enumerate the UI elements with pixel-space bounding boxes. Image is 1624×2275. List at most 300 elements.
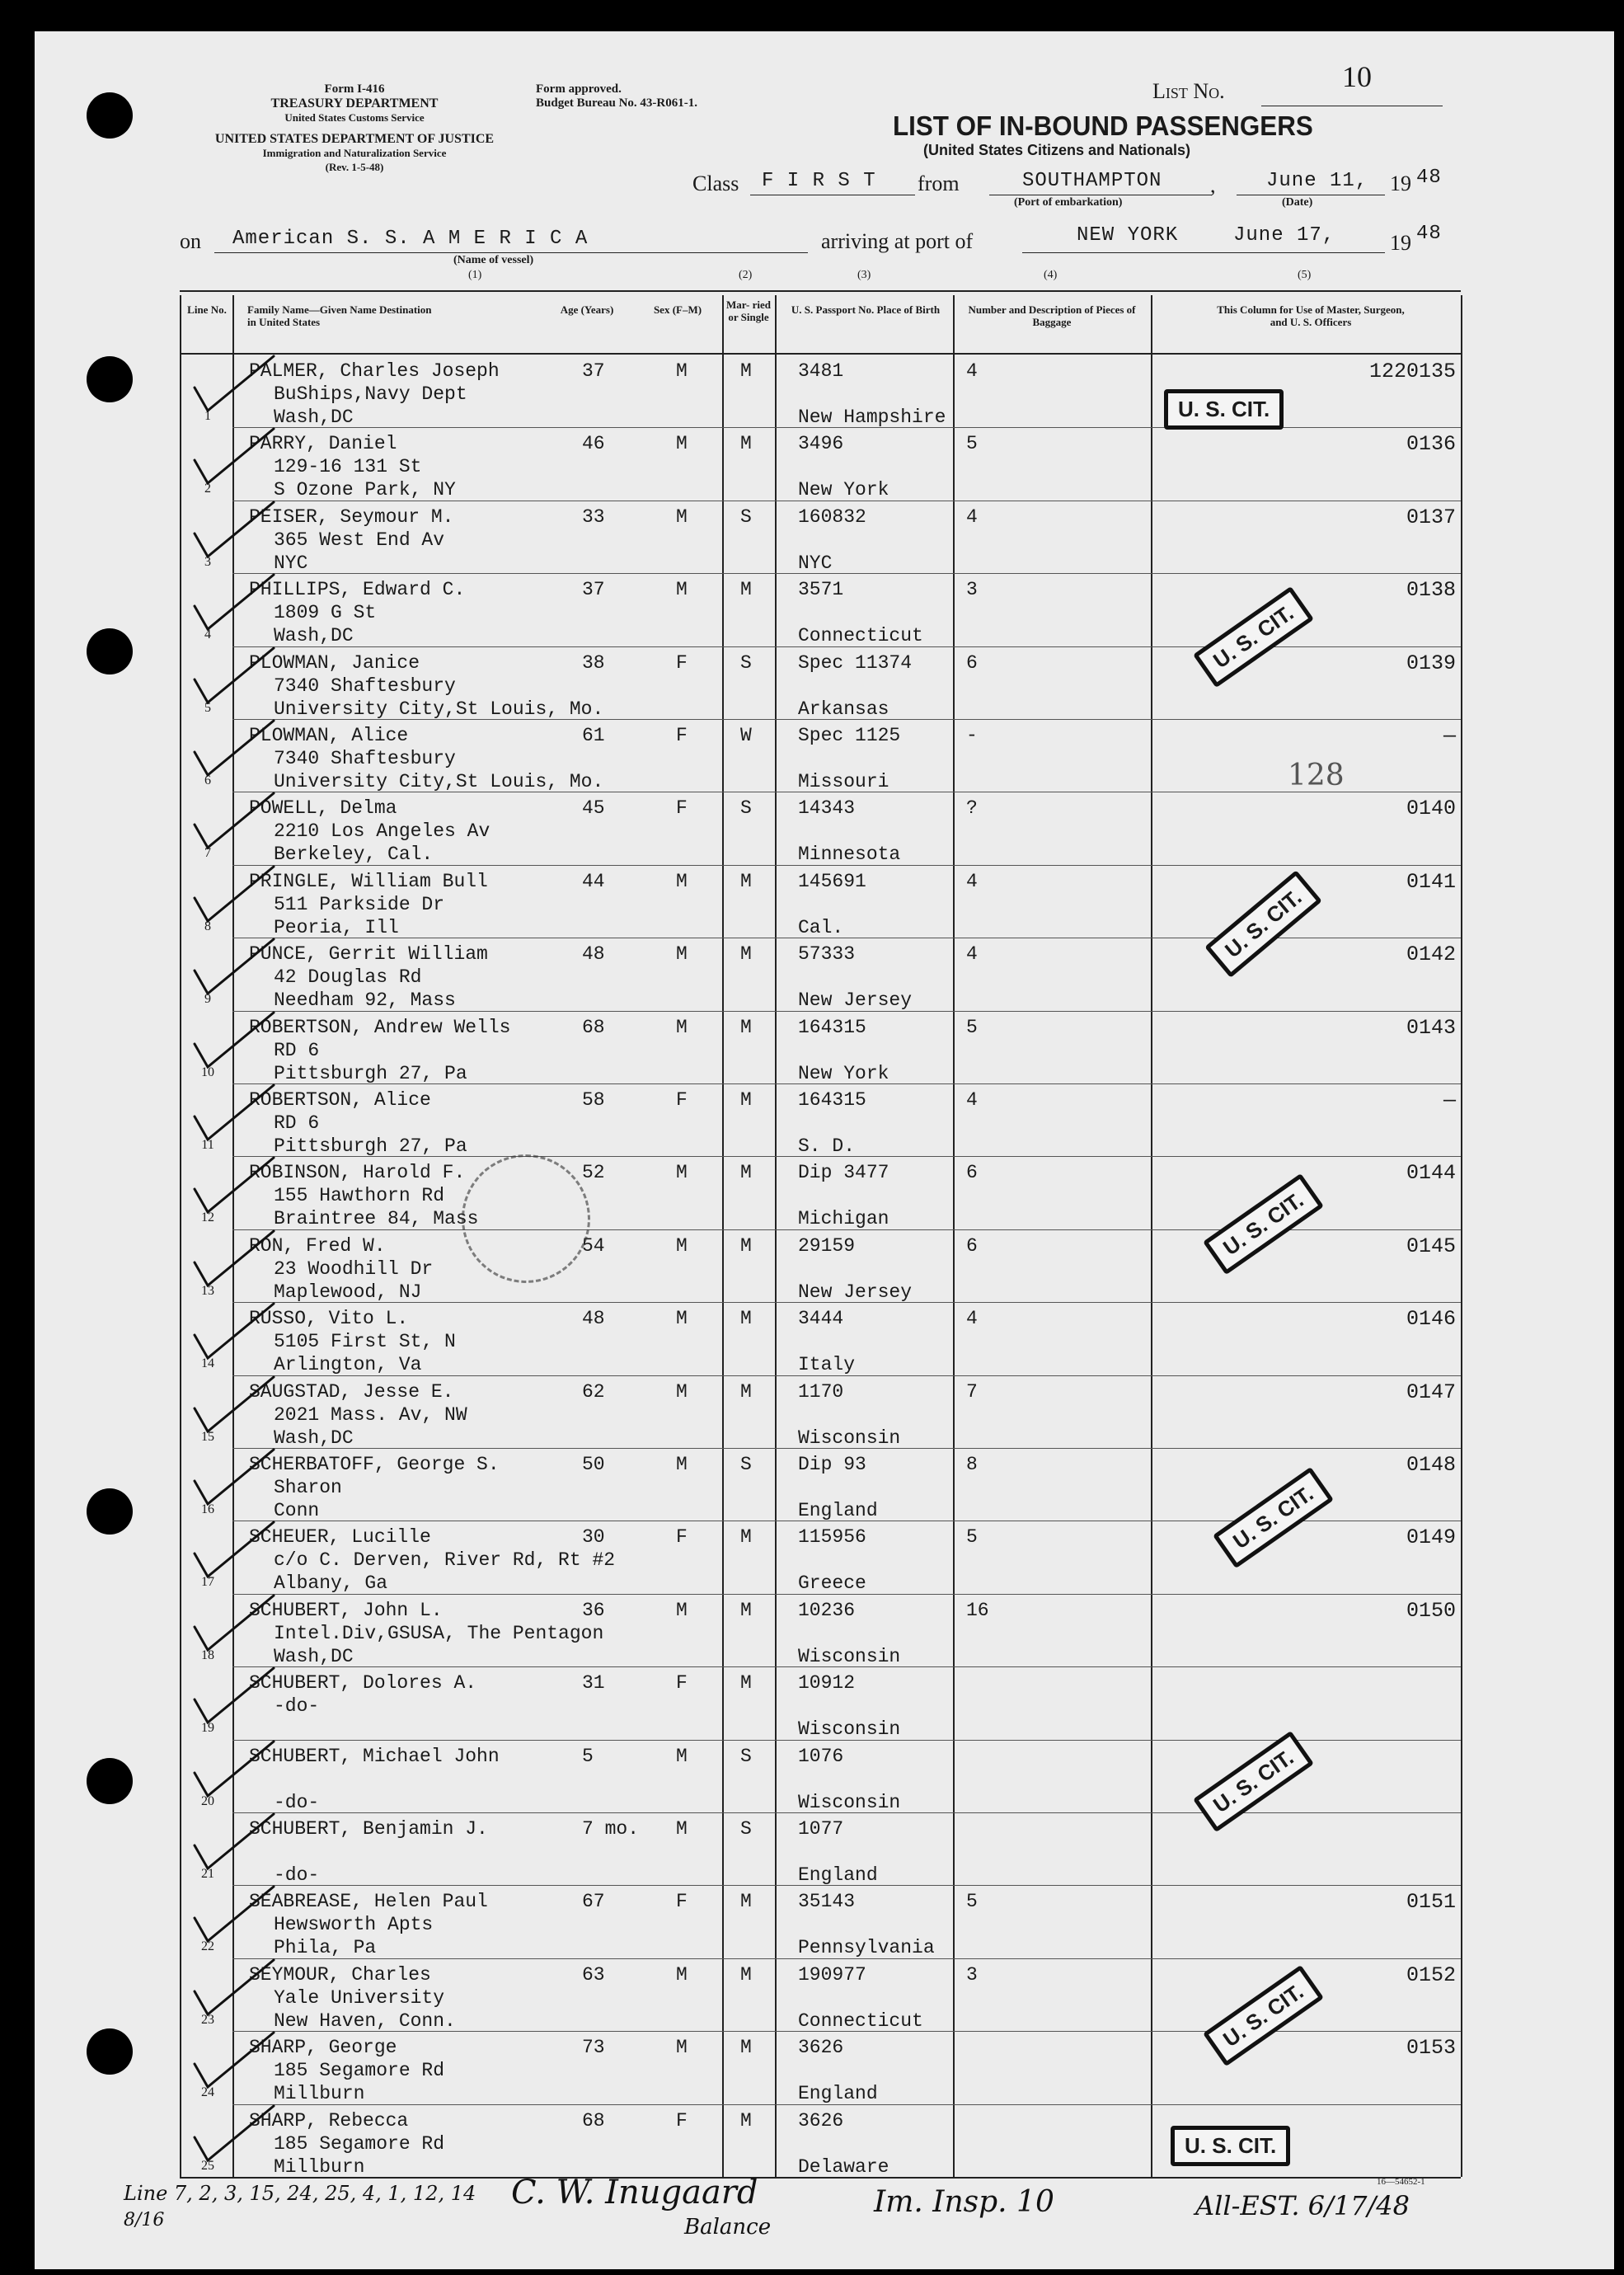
place-of-birth-cell: S. D. [798,1135,856,1157]
marital-status-cell: M [740,1891,752,1913]
destination-line-1: Yale University [274,1986,445,2009]
destination-line-1: RD 6 [274,1112,320,1134]
row-divider [232,1594,1461,1595]
officer-number-cell: 0151 [1406,1890,1456,1915]
destination-line-1: 185 Segamore Rd [274,2060,445,2082]
sex-cell: M [676,1308,688,1330]
us-cit-stamp: U. S. CIT. [1203,1173,1324,1275]
line-number: 23 [201,2012,214,2027]
col-number-4: (4) [1044,269,1058,281]
check-mark-icon [188,1299,279,1365]
check-mark-icon [188,1008,279,1074]
check-mark-icon [188,1226,279,1292]
header-baggage: Number and Description of Pieces of Baggage [968,303,1136,328]
header-passport: U. S. Passport No. Place of Birth [791,303,941,316]
baggage-cell: 16 [966,1599,989,1621]
destination-line-2: Needham 92, Mass [274,989,456,1012]
passenger-name: SEABREASE, Helen Paul [249,1891,488,1913]
age-cell: 37 [582,360,605,382]
officer-number-cell: 1220135 [1368,360,1456,383]
line-number: 19 [201,1721,214,1736]
marital-status-cell: M [740,870,752,892]
sex-cell: M [676,579,688,601]
officer-number-cell: 0145 [1406,1234,1456,1258]
passenger-name: PLOWMAN, Janice [249,651,420,674]
place-of-birth-cell: Michigan [798,1208,889,1230]
passport-cell: 14343 [798,797,856,820]
passport-cell: 160832 [798,505,866,528]
line-number: 16 [201,1502,214,1516]
budget-line: Budget Bureau No. 43-R061-1. [536,96,697,110]
age-cell: 31 [582,1672,605,1694]
destination-line-1: BuShips,Navy Dept [274,383,467,405]
row-divider [232,1011,1461,1012]
sex-cell: M [676,1380,688,1403]
passenger-name: SCHUBERT, John L. [249,1599,443,1621]
marital-status-cell: S [740,651,752,674]
destination-line-1: 2021 Mass. Av, NW [274,1403,467,1426]
binder-hole [87,92,133,139]
col-number-3: (3) [857,269,871,281]
destination-line-2: -do- [274,1864,320,1886]
line-number: 25 [201,2158,214,2173]
baggage-cell: 3 [966,579,978,601]
ins-line: Immigration and Naturalization Service [262,147,447,159]
passenger-name: SHARP, Rebecca [249,2109,409,2132]
destination-line-1: 5105 First St, N [274,1331,456,1353]
age-cell: 5 [582,1745,594,1767]
officer-number-cell: 0136 [1406,432,1456,457]
baggage-cell: 6 [966,651,978,674]
us-cit-stamp: U. S. CIT. [1213,1467,1334,1568]
sex-cell: M [676,870,688,892]
sex-cell: F [676,1891,688,1913]
age-cell: 48 [582,1308,605,1330]
place-of-birth-cell: New Hampshire [798,407,946,428]
line-number: 6 [204,773,211,787]
table-top-border [180,290,1461,292]
arrival-date: June 17, [1233,224,1335,247]
marital-status-cell: M [740,1672,752,1694]
passenger-name: SAUGSTAD, Jesse E. [249,1380,454,1403]
list-number-label: List No. [1152,79,1225,103]
sex-cell: M [676,1454,688,1475]
sex-cell: F [676,1526,688,1549]
destination-line-2: Arlington, Va [274,1354,422,1376]
marital-status-cell: M [740,360,752,382]
passenger-name: POWELL, Delma [249,797,397,820]
table-header-border [180,353,1461,355]
row-divider [232,1958,1461,1959]
class-value: F I R S T [762,170,876,192]
row-divider [232,646,1461,647]
form-header-treasury [239,82,470,125]
officer-number-cell: 0149 [1406,1525,1456,1550]
destination-line-2: Albany, Ga [274,1572,388,1595]
row-divider [232,1302,1461,1303]
destination-line-1: Sharon [274,1477,342,1498]
col-divider-baggage [1151,295,1152,2177]
place-of-birth-cell: Connecticut [798,2009,923,2032]
baggage-cell: 4 [966,505,978,528]
passenger-name: SCHUBERT, Michael John [249,1745,500,1767]
sex-cell: F [676,651,688,674]
destination-line-1: 365 West End Av [274,529,445,551]
sex-cell: M [676,1745,688,1767]
passenger-name: PALMER, Charles Joseph [249,360,500,382]
place-of-birth-cell: Greece [798,1572,866,1595]
sex-cell: F [676,2109,688,2132]
check-mark-icon [188,1882,279,1948]
destination-line-1: 185 Segamore Rd [274,2132,445,2155]
row-divider [232,865,1461,866]
place-of-birth-cell: Wisconsin [798,1645,901,1667]
col-divider-married [775,295,777,2177]
line-number: 22 [201,1939,214,1954]
marital-status-cell: M [740,579,752,601]
marital-status-cell: S [740,505,752,528]
line-number: 8 [204,919,211,933]
form-approval [536,82,697,110]
marital-status-cell: M [740,1016,752,1038]
marital-status-cell: M [740,1963,752,1986]
embark-year: 48 [1416,167,1442,189]
passport-cell: Dip 93 [798,1454,866,1475]
destination-line-2: -do- [274,1791,320,1813]
inspector-note: Im. Insp. 10 [874,2185,1054,2219]
destination-line-2: Maplewood, NJ [274,1281,422,1303]
row-divider [232,1666,1461,1667]
line-number: 3 [204,554,211,569]
row-divider [232,1083,1461,1084]
marital-status-cell: S [740,797,752,820]
line-number: 18 [201,1647,214,1662]
line-number: 1 [204,409,211,423]
from-label: from [918,172,960,195]
sex-cell: F [676,1089,688,1111]
place-of-birth-cell: New Jersey [798,989,913,1012]
baggage-cell: 4 [966,360,978,382]
officer-number-cell: 0152 [1406,1962,1456,1987]
baggage-cell: 3 [966,1963,978,1986]
us-cit-stamp: U. S. CIT. [1171,2126,1290,2166]
us-cit-stamp: U. S. CIT. [1204,870,1322,978]
binder-hole [87,628,133,675]
baggage-cell: 4 [966,1089,978,1111]
check-mark-icon [188,862,279,928]
age-cell: 30 [582,1526,605,1549]
treasury-line: TREASURY DEPARTMENT [270,96,439,110]
officer-number-cell: 0143 [1406,1015,1456,1040]
place-of-birth-cell: Missouri [798,771,889,792]
header-married: Mar- ried or Single [725,298,772,323]
passport-cell: 190977 [798,1963,866,1986]
officer-number-cell: 0140 [1406,797,1456,821]
passenger-name: SCHEUER, Lucille [249,1526,431,1549]
col-divider-name [722,295,724,2177]
place-of-birth-cell: Delaware [798,2155,889,2178]
vessel-underline [214,252,808,253]
col-number-5: (5) [1298,269,1312,281]
officer-number-cell: — [1443,724,1456,748]
passport-cell: 145691 [798,870,866,892]
header-age: Age (Years) [560,303,614,316]
baggage-cell: 4 [966,1308,978,1330]
us-cit-stamp: U. S. CIT. [1193,1731,1314,1832]
row-divider [232,719,1461,720]
us-cit-stamp: U. S. CIT. [1203,1965,1324,2066]
passenger-name: ROBERTSON, Andrew Wells [249,1016,511,1038]
sex-cell: M [676,1818,688,1840]
destination-line-1: 129-16 131 St [274,456,422,478]
age-cell: 54 [582,1234,605,1257]
line-number: 24 [201,2085,214,2100]
document-title: LIST OF IN-BOUND PASSENGERS [893,110,1313,141]
place-of-birth-cell: Pennsylvania [798,1937,935,1959]
place-of-birth-cell: Wisconsin [798,1718,901,1741]
line-number: 15 [201,1429,214,1444]
passenger-name: RUSSO, Vito L. [249,1308,409,1330]
passport-cell: 115956 [798,1526,866,1549]
age-cell: 7 mo. [582,1818,640,1840]
place-of-birth-cell: Italy [798,1354,856,1376]
passport-cell: Dip 3477 [798,1162,889,1184]
sex-cell: F [676,1672,688,1694]
year-prefix: 19 [1390,172,1411,195]
passenger-name: PRINGLE, William Bull [249,870,488,892]
destination-line-2: Millburn [274,2155,365,2178]
marital-status-cell: S [740,1745,752,1767]
baggage-cell: 4 [966,870,978,892]
place-of-birth-cell: Connecticut [798,625,923,647]
on-label: on [180,229,201,253]
check-mark-icon [188,934,279,1000]
sex-cell: M [676,1162,688,1184]
marital-status-cell: M [740,943,752,966]
line-number: 12 [201,1210,214,1225]
marital-status-cell: M [740,1380,752,1403]
check-mark-icon [188,1591,279,1657]
passport-cell: 57333 [798,943,856,966]
arrival-year: 48 [1416,223,1442,245]
lines-note: Line 7, 2, 3, 15, 24, 25, 4, 1, 12, 14 [124,2182,476,2205]
binder-hole [87,1758,133,1804]
binder-hole [87,1488,133,1535]
sex-cell: M [676,505,688,528]
check-mark-icon [188,1809,279,1875]
justice-line: UNITED STATES DEPARTMENT OF JUSTICE [214,132,495,146]
baggage-cell: 5 [966,1016,978,1038]
sex-cell: M [676,1599,688,1621]
passenger-name: PUNCE, Gerrit William [249,943,488,966]
passport-cell: 3444 [798,1308,844,1330]
officer-number-cell: 0147 [1406,1380,1456,1404]
passenger-name: ROBERTSON, Alice [249,1089,431,1111]
destination-line-2: Millburn [274,2083,365,2105]
age-cell: 44 [582,870,605,892]
binder-hole [87,356,133,402]
check-mark-icon [188,788,279,854]
baggage-cell: 5 [966,1891,978,1913]
officer-number-cell: 0144 [1406,1161,1456,1186]
baggage-cell: 6 [966,1162,978,1184]
arriving-label: arriving at port of [821,229,974,253]
place-of-birth-cell: Wisconsin [798,1427,901,1449]
line-number: 17 [201,1575,214,1590]
passenger-name: SCHUBERT, Dolores A. [249,1672,477,1694]
marital-status-cell: M [740,1599,752,1621]
baggage-cell: - [966,725,978,746]
age-cell: 68 [582,2109,605,2132]
age-cell: 62 [582,1380,605,1403]
destination-line-1: Intel.Div,GSUSA, The Pentagon [274,1622,604,1644]
check-mark-icon [188,1663,279,1729]
inspector-signature: C. W. Inugaard [511,2174,758,2212]
sex-cell: M [676,943,688,966]
passport-cell: 29159 [798,1234,856,1257]
destination-line-2: Berkeley, Cal. [274,844,434,866]
header-line-no: Line No. [187,303,227,316]
check-mark-icon [188,2028,279,2094]
check-mark-icon [188,1955,279,2021]
check-mark-icon [188,570,279,636]
passenger-name: PHILLIPS, Edward C. [249,579,466,601]
destination-line-2: Conn [274,1500,320,1521]
destination-line-1: 7340 Shaftesbury [274,675,456,697]
line-number: 7 [204,846,211,861]
destination-line-2: Wash,DC [274,1645,354,1667]
check-mark-icon [188,351,279,417]
destination-line-2: University City,St Louis, Mo. [274,771,604,792]
place-of-birth-cell: Arkansas [798,698,889,720]
est-note: All-EST. 6/17/48 [1195,2190,1410,2221]
marital-status-cell: M [740,1234,752,1257]
baggage-cell: 5 [966,433,978,455]
vessel-name: American S. S. A M E R I C A [232,228,589,250]
destination-line-1: 1809 G St [274,602,377,624]
destination-line-1: RD 6 [274,1039,320,1061]
row-divider [232,2104,1461,2105]
marital-status-cell: M [740,2037,752,2059]
form-number: Form I-416 [324,82,385,96]
check-mark-icon [188,2101,279,2167]
sex-cell: M [676,433,688,455]
passport-cell: Spec 11374 [798,651,913,674]
passenger-name: PARRY, Daniel [249,433,397,455]
class-label: Class [692,172,739,195]
header-officers: This Column for Use of Master, Surgeon, and U. S. Officers [1217,303,1405,328]
header-sex: Sex (F–M) [653,303,702,316]
destination-line-2: Wash,DC [274,1427,354,1449]
col-number-1: (1) [468,269,482,281]
row-divider [232,1812,1461,1813]
destination-line-1: 42 Douglas Rd [274,966,422,989]
port-embark-caption: (Port of embarkation) [1014,196,1123,209]
passenger-name: SHARP, George [249,2037,397,2059]
us-cit-stamp: U. S. CIT. [1164,389,1284,430]
destination-line-2: University City,St Louis, Mo. [274,698,604,720]
row-divider [232,2031,1461,2032]
destination-line-2: Peoria, Ill [274,916,399,938]
place-of-birth-cell: England [798,1864,878,1886]
age-cell: 50 [582,1454,605,1475]
line-number: 4 [204,628,211,642]
passenger-name: PEISER, Seymour M. [249,505,454,528]
officer-number-cell: 0139 [1406,651,1456,675]
place-of-birth-cell: NYC [798,552,833,574]
arrival-port: NEW YORK [1077,224,1179,247]
us-cit-stamp: U. S. CIT. [1193,586,1314,688]
row-divider [232,1448,1461,1449]
officer-number-cell: 0138 [1406,578,1456,603]
place-of-birth-cell: England [798,1500,878,1521]
check-mark-icon [188,1737,279,1803]
form-header-justice [165,132,544,174]
baggage-cell: ? [966,797,978,820]
list-number-value: 10 [1342,60,1372,93]
passport-cell: 1077 [798,1818,844,1840]
row-divider [232,573,1461,574]
passport-cell: Spec 1125 [798,725,901,746]
baggage-cell: 8 [966,1454,978,1475]
marital-status-cell: M [740,1308,752,1330]
sex-cell: M [676,1963,688,1986]
sex-cell: M [676,1016,688,1038]
revision-line: (Rev. 1-5-48) [325,161,384,173]
passport-cell: 3481 [798,360,844,382]
destination-line-1: c/o C. Derven, River Rd, Rt #2 [274,1549,616,1572]
passenger-name: SCHERBATOFF, George S. [249,1454,500,1475]
passenger-name: SCHUBERT, Benjamin J. [249,1818,488,1840]
destination-line-1: 2210 Los Angeles Av [274,820,490,843]
port-of-embarkation: SOUTHAMPTON [1022,170,1162,192]
destination-line-2: NYC [274,552,308,574]
marital-status-cell: M [740,1526,752,1549]
destination-line-1: 511 Parkside Dr [274,893,445,915]
marital-status-cell: M [740,1162,752,1184]
destination-line-2: Phila, Pa [274,1937,377,1959]
passport-cell: 3571 [798,579,844,601]
destination-line-2: Braintree 84, Mass [274,1208,479,1230]
destination-line-2: S Ozone Park, NY [274,479,456,501]
page-number-annotation: 128 [1288,759,1345,792]
passport-cell: 1076 [798,1745,844,1767]
row-divider [232,1156,1461,1157]
place-of-birth-cell: Cal. [798,916,844,938]
embark-date: June 11, [1266,170,1368,192]
place-of-birth-cell: New York [798,1062,889,1084]
passport-cell: 164315 [798,1016,866,1038]
sex-cell: F [676,725,688,746]
passenger-name: ROBINSON, Harold F. [249,1162,466,1184]
officer-number-cell: — [1443,1088,1456,1112]
destination-line-2: Wash,DC [274,407,354,428]
destination-line-2: Pittsburgh 27, Pa [274,1062,467,1084]
officer-number-cell: 0142 [1406,942,1456,967]
age-cell: 61 [582,725,605,746]
age-cell: 48 [582,943,605,966]
marital-status-cell: S [740,1454,752,1475]
baggage-cell: 5 [966,1526,978,1549]
destination-line-2: Pittsburgh 27, Pa [274,1135,467,1157]
line-number: 21 [201,1867,214,1881]
line-number: 9 [204,992,211,1007]
passport-cell: 35143 [798,1891,856,1913]
age-cell: 68 [582,1016,605,1038]
place-of-birth-cell: New Jersey [798,1281,913,1303]
header-name: Family Name—Given Name Destination in United States [247,303,432,328]
passenger-name: PLOWMAN, Alice [249,725,409,746]
